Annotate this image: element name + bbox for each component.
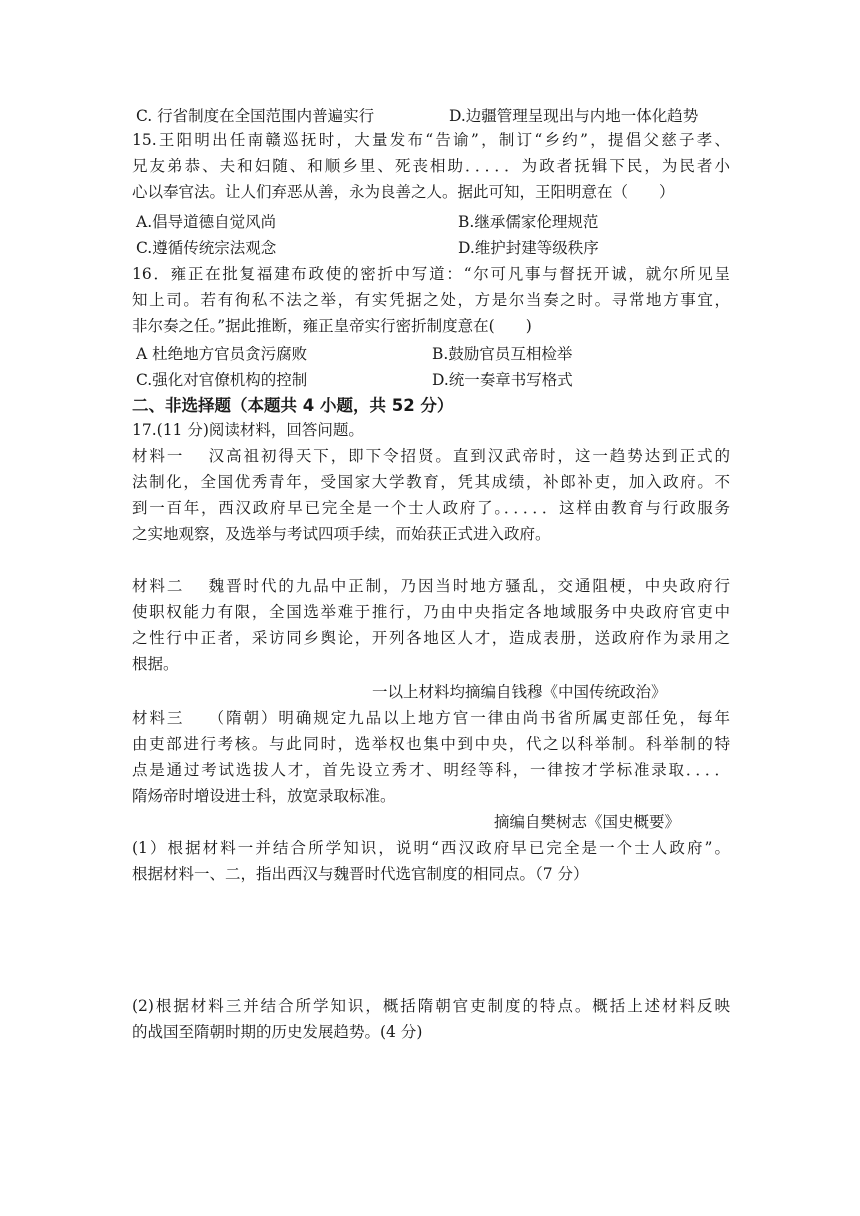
q15-option-a: A.倡导道德自觉风尚: [136, 213, 277, 231]
q16-line-3: 非尔奏之任。”据此推断，雍正皇帝实行密折制度意在( ): [132, 317, 532, 335]
q15-line-2: 兄友弟恭、夫和妇随、和顺乡里、死丧相助．．．．．为政者抚辑下民，为民者小: [132, 157, 730, 175]
material-1-line-3: 到一百年，西汉政府早已完全是一个士人政府了。．．．．．这样由教育与行政服务: [132, 499, 730, 517]
q17-heading: 17.(11 分)阅读材料，回答问题。: [132, 421, 364, 439]
material-1-line-4: 之实地观察，及选举与考试四项手续，而始获正式进入政府。: [132, 525, 551, 543]
section-2-heading: 二、非选择题（本题共 4 小题，共 52 分）: [132, 396, 454, 415]
material-3-line-2: 由吏部进行考核。与此同时，选举权也集中到中央，代之以科举制。科举制的特: [132, 735, 730, 753]
q16-option-c: C.强化对官僚机构的控制: [136, 371, 308, 389]
q14-option-c: C. 行省制度在全国范围内普遍实行: [136, 107, 375, 125]
q15-option-c: C.遵循传统宗法观念: [136, 239, 277, 257]
q16-option-a: A 杜绝地方官员贪污腐败: [136, 345, 308, 363]
q16-line-1: 16．雍正在批复福建布政使的密折中写道：“尔可凡事与督抚开诚，就尔所见呈: [132, 265, 730, 283]
q15-option-b: B.继承儒家伦理规范: [458, 213, 599, 231]
q17-part-1-line-1: (1）根据材料一并结合所学知识，说明“西汉政府早已完全是一个士人政府”。: [132, 839, 730, 857]
material-1-line-2: 法制化，全国优秀青年，受国家大学教育，凭其成绩，补郎补吏，加入政府。不: [132, 473, 730, 491]
material-3-line-4: 隋炀帝时增设进士科，放宽录取标准。: [132, 787, 396, 805]
q17-part-2-line-2: 的战国至隋朝时期的历史发展趋势。(4 分): [132, 1023, 423, 1041]
material-1-line-1: 材料一 汉高祖初得天下，即下令招贤。直到汉武帝时，这一趋势达到正式的: [132, 447, 730, 465]
q17-part-2-line-1: (2)根据材料三并结合所学知识，概括隋朝官吏制度的特点。概括上述材料反映: [132, 997, 730, 1015]
material-3-line-1: 材料三 （隋朝）明确规定九品以上地方官一律由尚书省所属吏部任免，每年: [132, 709, 730, 727]
q16-line-2: 知上司。若有徇私不法之举，有实凭据之处，方是尔当奏之时。寻常地方事宜，: [132, 291, 730, 309]
material-2-line-3: 之性行中正者，采访同乡舆论，开列各地区人才，造成表册，送政府作为录用之: [132, 629, 730, 647]
q15-option-d: D.维护封建等级秩序: [458, 239, 599, 257]
q15-line-3: 心以奉官法。让人们弃恶从善，永为良善之人。据此可知，王阳明意在（ ）: [132, 183, 675, 201]
material-2-line-4: 根据。: [132, 655, 179, 673]
q14-option-d: D.边疆管理呈现出与内地一体化趋势: [449, 107, 699, 125]
material-2-line-1: 材料二 魏晋时代的九品中正制，乃因当时地方骚乱，交通阻梗，中央政府行: [132, 577, 730, 595]
q17-part-1-line-2: 根据材料一、二，指出西汉与魏晋时代选官制度的相同点。（7 分）: [132, 865, 589, 883]
material-2-line-2: 使职权能力有限，全国选举难于推行，乃由中央指定各地域服务中央政府官吏中: [132, 603, 730, 621]
source-note-2: 摘编自樊树志《国史概要》: [494, 813, 681, 831]
q15-line-1: 15.王阳明出任南赣巡抚时，大量发布“告谕”，制订“乡约”，提倡父慈子孝、: [132, 131, 730, 149]
q16-option-d: D.统一奏章书写格式: [432, 371, 573, 389]
q16-option-b: B.鼓励官员互相检举: [432, 345, 573, 363]
source-note-1: 一以上材料均摘编自钱穆《中国传统政治》: [372, 683, 667, 701]
material-3-line-3: 点是通过考试选拔人才，首先设立秀才、明经等科，一律按才学标准录取．．．．: [132, 761, 730, 779]
